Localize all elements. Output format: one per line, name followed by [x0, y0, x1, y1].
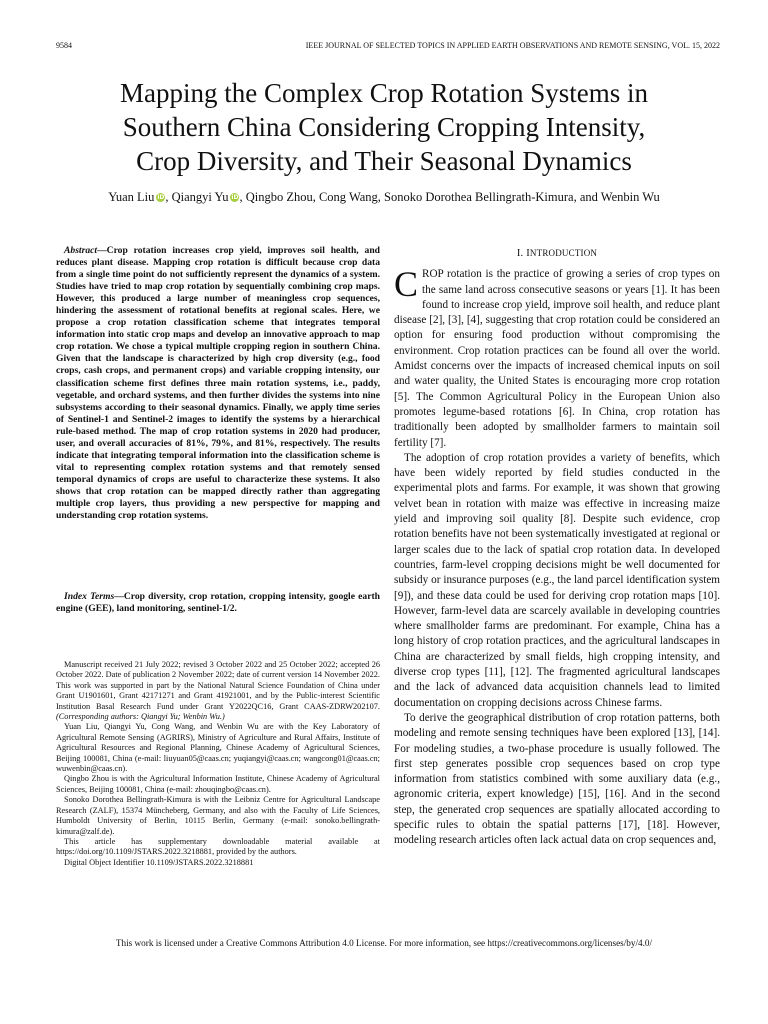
doi-note: Digital Object Identifier 10.1109/JSTARS.2022.3218881 [64, 857, 254, 867]
page-number: 9584 [56, 41, 72, 50]
license-footer: This work is licensed under a Creative Commons Attribution 4.0 License. For more information, see https://creativecommons.org/licenses/by/4.0/ [115, 938, 653, 948]
intro-paragraph-3: To derive the geographical distribution of crop rotation patterns, both modeling and remote sensing techniques have been explored [13], [14]. For modeling studies, a two-phase procedure is usually followed. The first step generates possible crop sequences based on crop type information from statistics combined with some auxiliary data (e.g., agronomic criteria, expert knowledge) [15], [16]. And in the second step, the generated crop sequences are spatially allocated according to specific rules to obtain the spatial patterns [17], [18]. However, modeling research articles often lack actual data on crop sequences and, [394, 711, 720, 847]
abstract [56, 245, 380, 522]
author-names-rest: , Qingbo Zhou, Cong Wang, Sonoko Dorothea Bellingrath-Kimura, and Wenbin Wu [239, 190, 660, 204]
section-heading [394, 246, 720, 261]
affiliation-note: Yuan Liu, Qiangyi Yu, Cong Wang, and Wenbin Wu are with the Key Laboratory of Agricultural Remote Sensing (AGRIRS), Ministry of Agriculture and Rural Affairs, Institute of Agricultural Resources and Regional Planning, Chinese Academy of Agricultural Sciences, Beijing 100081, China (e-mail: liuyuan05@caas.cn; yuqiangyi@caas.cn; wangcong01@caas.cn; wuwenbin@caas.cn). [56, 722, 380, 774]
manuscript-text: Manuscript received 21 July 2022; revised 3 October 2022 and 25 October 2022; accepted 26 October 2022. Date of publication 2 November 2022; date of current version 14 November 2022. This work was supported in part by the National Natural Science Foundation of China under Grant U1901601, Grant 42171271 and Grant 41921001, and by the Public-interest Scientific Institution Basal Research Fund under Grant Y2022QC16, Grant CAAS-ZDRW202107. [56, 660, 380, 711]
intro-paragraph-1 [394, 264, 720, 451]
index-terms-label: Index Terms [64, 591, 115, 602]
author-name: , Qiangyi Yu [165, 190, 229, 204]
intro-paragraph-1-text: ROP rotation is the practice of growing a series of crop types on the same land across consecutive seasons or years [1]. It has been found to increase crop yield, improve soil health, and reduce plant disease [2], [3], [4], suggesting that crop rotation could be considered an option for ensuring food production without compromising the environment. Crop rotation practices can be found all over the world. Amidst concerns over the impacts of increased chemical inputs on soil and water quality, the United States is encouraging more crop rotation [5]. The Common Agricultural Policy in the European Union also promotes legume-based rotations [6]. In China, crop rotation has traditionally been adopted by smallholder farmers to maintain soil fertility [7]. [394, 268, 720, 449]
author-name: Yuan Liu [108, 190, 155, 204]
section-initial: I [526, 248, 530, 259]
drop-cap: C [394, 264, 419, 305]
supplementary-note: This article has supplementary downloadable material available at https://doi.org/10.1109/JSTARS.2022.3218881, provided by the authors. [56, 836, 380, 857]
section-title-rest: NTRODUCTION [529, 248, 598, 258]
affiliation-note: Sonoko Dorothea Bellingrath-Kimura is with the Leibniz Centre for Agricultural Landscape Research (ZALF), 15374 Müncheberg, Germany, and also with the Faculty of Life Sciences, Humboldt University of Berlin, 10115 Berlin, Germany (e-mail: sonoko.bellingrath-kimura@zalf.de). [56, 795, 380, 836]
index-terms [56, 591, 380, 615]
abstract-text: —Crop rotation increases crop yield, improves soil health, and reduces plant disease. Mapping crop rotation is difficult because crop data from a single time point do not sufficiently represent the dynamics of a system. Studies have tried to map crop rotation by sequentially combining crop maps. However, this produced a large number of meaningless crop sequences, hindering the assessment of rotational benefits at regional scales. Here, we propose a crop rotation classification scheme that integrates temporal information into static crop maps and develop an innovative approach to map crop rotation. We chose a typical multiple cropping region in southern China. Given that the landscape is characterized by high crop diversity (e.g., food crops, cash crops, and permanent crops) and variable cropping intensity, our classification scheme first defines three main rotation systems, i.e., paddy, vegetable, and orchard systems, and then further divides the systems into nine subsystems according to their seasonal dynamics. Finally, we apply time series of Sentinel-1 and Sentinel-2 images to identify the systems by a hierarchical rule-based method. The map of crop rotation systems in 2020 had producer, user, and overall accuracies of 81%, 79%, and 81%, respectively. The results indicate that integrating temporal information into the classification scheme is vital to representing complex rotation systems and that remotely sensed temporal dynamics of crops are useful to characterize these systems. It also shows that crop rotation can be mapped directly rather than aggregating multiple crop layers, thus providing a new perspective for mapping and understanding crop rotation systems. [56, 245, 380, 522]
title-line-2: Southern China Considering Cropping Intensity, [122, 112, 646, 142]
affiliation-note: Qingbo Zhou is with the Agricultural Information Institute, Chinese Academy of Agricultural Sciences, Beijing 100081, China (e-mail: zhouqingbo@caas.cn). [56, 774, 380, 794]
paper-title [40, 76, 728, 178]
intro-paragraph-2: The adoption of crop rotation provides a variety of benefits, which have been widely reported by field studies conducted in the experimental plots and farms. For example, it was shown that growing velvet bean in rotation with maize was effective in increasing maize yield and improving soil quality [8]. Despite such evidence, crop rotation benefits have not been systematically investigated at regional or larger scales due to the lack of spatial crop rotation data. In developed countries, farm-level cropping decisions might be well documented for subsidy or insurance purposes (e.g., the land parcel identification system [9]), and these data could be used for deriving crop rotation maps [10]. However, farm-level data are scarcely available in developing countries where smallholder farms are predominant. For example, China has a long history of crop rotation practices, and the agricultural landscapes in China are characterized by small fields, high cropping intensity, and diverse crop types [11], [12]. The fragmented agricultural landscapes and the lack of advanced data acquisition channels lead to limited documentation on cropping decisions across Chinese farms. [394, 451, 720, 709]
title-line-3: Crop Diversity, and Their Seasonal Dynamics [136, 146, 632, 176]
orcid-icon[interactable]: iD [231, 194, 239, 201]
corresponding-authors: (Corresponding authors: Qiangyi Yu; Wenbin Wu.) [56, 712, 225, 722]
title-line-1: Mapping the Complex Crop Rotation Systems in [120, 78, 648, 108]
author-list [40, 188, 728, 206]
introduction-column [394, 246, 720, 849]
abstract-label: Abstract [64, 245, 98, 256]
index-terms-text: —Crop diversity, crop rotation, cropping intensity, google earth engine (GEE), land monitoring, sentinel-1/2. [56, 591, 380, 614]
first-page-footnotes [56, 660, 380, 868]
running-header: IEEE JOURNAL OF SELECTED TOPICS IN APPLIED EARTH OBSERVATIONS AND REMOTE SENSING, VOL. 15, 2022 [305, 41, 720, 50]
section-number: I. [516, 248, 527, 259]
manuscript-note [56, 660, 380, 722]
orcid-icon[interactable]: iD [157, 194, 165, 201]
